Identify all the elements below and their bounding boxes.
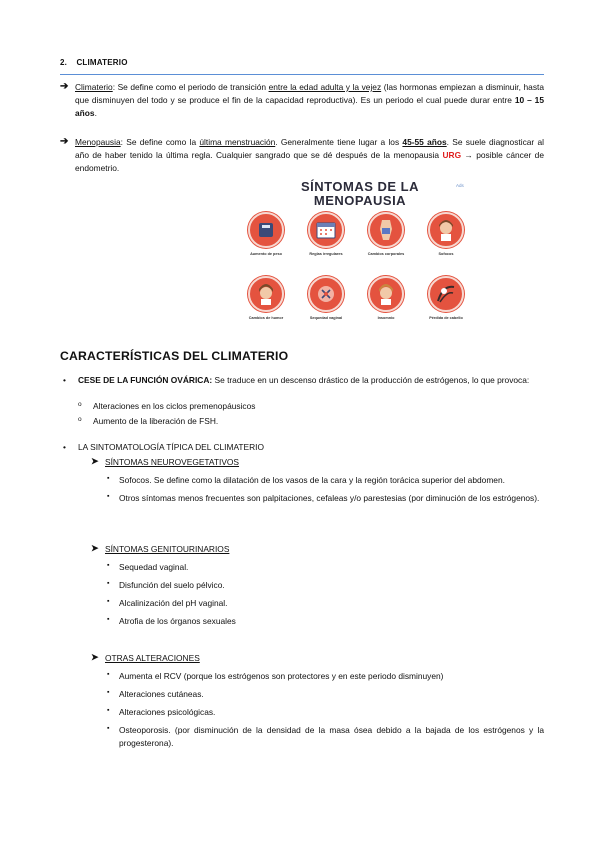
- menopausia-term: Menopausia: [75, 137, 121, 147]
- list-item-text: Otros síntomas menos frecuentes son palpitaciones, cefaleas y/o parestesias (por diminución de los estrógenos).: [119, 493, 540, 503]
- text-run: . Generalmente tiene lugar a los: [275, 137, 403, 147]
- symptom-label: Sofocos: [438, 252, 454, 256]
- symptom-body-changes: [363, 212, 409, 256]
- symptom-hair-loss: [423, 276, 469, 320]
- infographic-title-line1: SÍNTOMAS DE LA: [301, 179, 419, 194]
- square-bullet: ▪: [107, 707, 110, 714]
- sintomatologia-title: LA SINTOMATOLOGÍA TÍPICA DEL CLIMATERIO: [78, 442, 265, 452]
- symptom-insomnia: [363, 276, 409, 320]
- list-item: [107, 561, 544, 574]
- list-item-text: Sofocos. Se define como la dilatación de los vasos de la cara y la región torácica superior del abdomen.: [119, 475, 505, 485]
- symptom-label: Cambios corporales: [367, 252, 405, 256]
- urgent-label: URG: [442, 150, 462, 161]
- symptom-label: Aumento de peso: [250, 252, 282, 256]
- underlined-text: última menstruación: [199, 137, 276, 147]
- list-item: [107, 597, 544, 610]
- genito-heading: [91, 543, 229, 556]
- list-item: [107, 688, 544, 701]
- underlined-bold-text: 45-55 años: [402, 137, 447, 147]
- bullet: •: [63, 375, 66, 385]
- square-bullet: ▪: [107, 562, 110, 569]
- climaterio-definition: [60, 81, 544, 120]
- body-icon: [368, 212, 404, 248]
- genito-title: SÍNTOMAS GENITOURINARIOS: [105, 544, 230, 554]
- list-item-text: Alcalinización del pH vaginal.: [119, 598, 228, 608]
- otras-title: OTRAS ALTERACIONES: [105, 653, 200, 663]
- symptom-label: Pérdida de cabello: [429, 316, 463, 320]
- symptom-mood-changes: [243, 276, 289, 320]
- list-item-text: Alteraciones cutáneas.: [119, 689, 204, 699]
- text-run: (las hormonas empiezan a disminuir, hasta que disminuyen del todo y se produce el fin de la capacidad reproductiva). Es un periodo el cual puede durar entre: [75, 82, 544, 106]
- menopause-symptoms-infographic: [240, 172, 480, 340]
- symptom-hot-flashes: [423, 212, 469, 256]
- list-item-text: Sequedad vaginal.: [119, 562, 189, 572]
- square-bullet: ▪: [107, 598, 110, 605]
- list-item: [107, 670, 544, 683]
- square-bullet: ▪: [107, 689, 110, 696]
- otras-heading: [91, 652, 200, 665]
- text-run: .: [94, 108, 97, 119]
- neuro-heading: [91, 456, 239, 469]
- text-run: : Se define como el periodo de transición: [112, 82, 269, 92]
- list-item: [78, 415, 218, 428]
- list-item: [107, 706, 544, 719]
- symptom-weight-gain: [243, 212, 289, 256]
- list-item-text: Aumento de la liberación de FSH.: [93, 416, 219, 426]
- list-item-text: Atrofia de los órganos sexuales: [119, 616, 236, 626]
- menopausia-definition: [60, 136, 544, 175]
- list-item-text: Disfunción del suelo pélvico.: [119, 580, 225, 590]
- list-item-text: Alteraciones psicológicas.: [119, 707, 216, 717]
- list-item: [107, 615, 544, 628]
- list-item: [107, 724, 544, 750]
- neuro-title: SÍNTOMAS NEUROVEGETATIVOS: [105, 457, 240, 467]
- list-item: [107, 492, 544, 505]
- sintomatologia-item: [60, 441, 544, 454]
- symptom-label: Cambios de humor: [248, 316, 284, 320]
- bold-text: 10 – 15 años: [75, 95, 544, 119]
- hair-loss-icon: [428, 276, 464, 312]
- list-item-text: Aumenta el RCV (porque los estrógenos son protectores y en este periodo disminuyen): [119, 671, 444, 681]
- infographic-title-line2: MENOPAUSIA: [313, 193, 407, 208]
- square-bullet: ▪: [107, 725, 110, 732]
- mood-icon: [248, 276, 284, 312]
- bullet: o: [78, 416, 82, 423]
- symptom-irregular-periods: [303, 212, 349, 256]
- underlined-text: entre la edad adulta y la vejez: [268, 82, 382, 92]
- square-bullet: ▪: [107, 671, 110, 678]
- cese-text: Se traduce en un descenso drástico de la producción de estrógenos, lo que provoca:: [212, 375, 530, 385]
- characteristics-heading: CARACTERÍSTICAS DEL CLIMATERIO: [60, 349, 289, 363]
- ad-tag: Ads: [456, 183, 464, 188]
- bullet: •: [63, 442, 66, 452]
- cese-title: CESE DE LA FUNCIÓN OVÁRICA:: [78, 375, 213, 385]
- square-bullet: ▪: [107, 616, 110, 623]
- list-item: [78, 400, 255, 413]
- list-item-text: Osteoporosis. (por disminución de la densidad de la masa ósea debido a la bajada de los estrógenos y la progesterona).: [119, 725, 544, 749]
- calendar-icon: [308, 212, 344, 248]
- list-item: [107, 579, 544, 592]
- scale-icon: [248, 212, 284, 248]
- square-bullet: ▪: [107, 475, 110, 482]
- list-item: [107, 474, 544, 487]
- cese-item: [60, 374, 544, 387]
- chevron-right-icon: ➤: [91, 456, 99, 466]
- arrow-right-icon: ➔: [60, 136, 69, 147]
- arrow-right-icon: ➔: [60, 81, 69, 92]
- square-bullet: ▪: [107, 493, 110, 500]
- symptom-label: Insomnio: [377, 316, 395, 320]
- insomnia-icon: [368, 276, 404, 312]
- section-divider: [60, 74, 544, 75]
- section-heading: [60, 57, 128, 69]
- hot-flash-icon: [428, 212, 464, 248]
- section-number: 2.: [60, 58, 68, 67]
- text-run: → posible cáncer de endometrio.: [75, 150, 544, 174]
- chevron-right-icon: ➤: [91, 652, 99, 662]
- dryness-icon: [308, 276, 344, 312]
- list-item-text: Alteraciones en los ciclos premenopáusicos: [93, 401, 256, 411]
- square-bullet: ▪: [107, 580, 110, 587]
- text-run: . Se suele diagnosticar al año de haber tenido la última regla. Cualquier sangrado que se dé después de la menopausia: [75, 137, 544, 161]
- bullet: o: [78, 401, 82, 408]
- symptom-label: Reglas irregulares: [309, 252, 343, 256]
- text-run: : Se define como la: [120, 137, 200, 147]
- symptom-vaginal-dryness: [303, 276, 349, 320]
- section-title: CLIMATERIO: [76, 58, 128, 67]
- chevron-right-icon: ➤: [91, 543, 99, 553]
- symptom-label: Sequedad vaginal: [309, 316, 343, 320]
- climaterio-term: Climaterio: [75, 82, 113, 92]
